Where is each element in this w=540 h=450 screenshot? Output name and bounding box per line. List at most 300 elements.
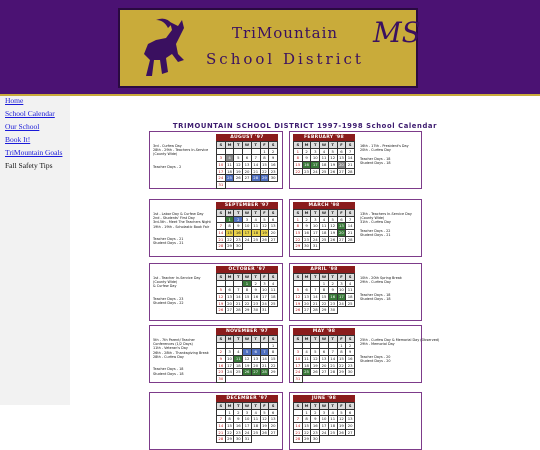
calendar-day: 9: [311, 416, 320, 423]
calendar-day: 9: [234, 223, 243, 230]
calendar-day: 10: [294, 356, 303, 363]
calendar-day: 28: [261, 369, 270, 376]
april-98-month-header: APRIL '98: [293, 266, 355, 273]
empty-day: [217, 149, 226, 156]
calendar-day: 15: [338, 356, 347, 363]
calendar-day: 31: [261, 307, 270, 314]
calendar-day: 10: [311, 155, 320, 162]
february-98-notes: 16th - 17th - President's Day 20th - Curfew Day Teacher Days - 18 Student Days - 18: [360, 144, 409, 165]
calendar-day: 3: [261, 281, 270, 288]
calendar-day: 4: [269, 281, 278, 288]
april-98-calendar: [293, 266, 355, 314]
calendar-day: 16: [234, 230, 243, 237]
calendar-day: 11: [252, 223, 261, 230]
august-97-notes: 3rd - Curfew Day 28th - 29th - Teachers In-Service (County Wide) Teacher Days - 2: [153, 144, 209, 170]
calendar-day: 4: [226, 155, 235, 162]
weekday-header: S: [217, 142, 226, 149]
calendar-day: 9: [346, 349, 355, 356]
calendar-day: 16: [269, 162, 278, 169]
calendar-day: 19: [294, 301, 303, 308]
october-97-calendar: [216, 266, 278, 314]
weekday-header: W: [320, 274, 329, 281]
calendar-day: 10: [243, 416, 252, 423]
empty-day: [252, 343, 261, 350]
calendar-day: 2: [346, 343, 355, 350]
calendar-day: 30: [234, 243, 243, 250]
calendar-day: 10: [338, 287, 347, 294]
calendar-day: 6: [252, 349, 261, 356]
calendar-day: 9: [303, 223, 312, 230]
calendar-day: 26: [329, 169, 338, 176]
calendar-day: 28: [346, 169, 355, 176]
calendar-day: 24: [217, 175, 226, 182]
calendar-day: 26: [338, 430, 347, 437]
weekday-header: S: [269, 336, 278, 343]
calendar-day: 14: [346, 223, 355, 230]
calendar-day: 26: [294, 307, 303, 314]
page-title: TRIMOUNTAIN SCHOOL DISTRICT 1997-1998 School Calendar: [172, 122, 438, 130]
calendar-day: 24: [243, 430, 252, 437]
calendar-day: 7: [252, 155, 261, 162]
calendar-day: 8: [243, 287, 252, 294]
calendar-day: 5: [243, 349, 252, 356]
weekday-header: M: [226, 403, 235, 410]
calendar-day: 20: [338, 230, 347, 237]
calendar-day: 21: [329, 363, 338, 370]
calendar-day: 28: [311, 307, 320, 314]
weekday-header: F: [261, 403, 270, 410]
calendar-day: 20: [243, 169, 252, 176]
calendar-day: 4: [234, 349, 243, 356]
calendar-day: 14: [217, 423, 226, 430]
june-98-month-header: JUNE '98: [293, 395, 355, 402]
calendar-day: 30: [217, 376, 226, 383]
calendar-day: 30: [269, 175, 278, 182]
empty-day: [294, 410, 303, 417]
december-97-day-grid: [216, 402, 278, 443]
weekday-header: F: [338, 210, 347, 217]
calendar-day: 6: [269, 217, 278, 224]
calendar-day: 7: [217, 223, 226, 230]
nav-link-school-calendar[interactable]: School Calendar: [5, 109, 55, 118]
weekday-header: M: [303, 210, 312, 217]
april-98-day-grid: [293, 273, 355, 314]
weekday-header: S: [294, 142, 303, 149]
calendar-day: 29: [226, 436, 235, 443]
calendar-day: 22: [261, 169, 270, 176]
calendar-day: 31: [243, 436, 252, 443]
calendar-day: 8: [320, 287, 329, 294]
calendar-day: 26: [329, 237, 338, 244]
empty-day: [261, 343, 270, 350]
calendar-day: 6: [338, 217, 347, 224]
calendar-day: 13: [243, 162, 252, 169]
may-98-notes: 25th - Curfew Day & Memorial Day (Observed) 29th - Memorial Day Teacher Days - 20 Student Days - 20: [360, 338, 440, 364]
calendar-day: 14: [252, 162, 261, 169]
calendar-day: 7: [346, 217, 355, 224]
weekday-header: S: [346, 403, 355, 410]
calendar-day: 23: [217, 369, 226, 376]
calendar-day: 31: [311, 243, 320, 250]
calendar-day: 27: [338, 237, 347, 244]
calendar-day: 3: [311, 217, 320, 224]
calendar-day: 7: [329, 349, 338, 356]
calendar-day: 16: [311, 423, 320, 430]
calendar-day: 17: [261, 294, 270, 301]
calendar-day: 13: [252, 356, 261, 363]
calendar-day: 4: [320, 217, 329, 224]
weekday-header: S: [346, 274, 355, 281]
weekday-header: T: [329, 210, 338, 217]
calendar-day: 3: [320, 410, 329, 417]
empty-day: [226, 281, 235, 288]
december-97-calendar: [216, 395, 278, 443]
weekday-header: M: [226, 210, 235, 217]
nav-link-our-school[interactable]: Our School: [5, 122, 40, 131]
calendar-day: 14: [294, 423, 303, 430]
calendar-day: 26: [243, 369, 252, 376]
calendar-day: 11: [252, 416, 261, 423]
calendar-day: 3: [226, 349, 235, 356]
calendar-day: 3: [294, 349, 303, 356]
weekday-header: M: [226, 336, 235, 343]
calendar-day: 25: [269, 301, 278, 308]
weekday-header: S: [269, 274, 278, 281]
weekday-header: S: [346, 336, 355, 343]
empty-day: [294, 281, 303, 288]
weekday-header: T: [234, 274, 243, 281]
calendar-day: 27: [269, 430, 278, 437]
september-97-calendar: [216, 202, 278, 250]
calendar-day: 21: [261, 363, 270, 370]
calendar-day: 19: [261, 423, 270, 430]
calendar-day: 5: [329, 217, 338, 224]
november-97-month-header: NOVEMBER '97: [216, 328, 278, 335]
calendar-day: 13: [226, 294, 235, 301]
october-97-month-header: OCTOBER '97: [216, 266, 278, 273]
empty-day: [234, 149, 243, 156]
calendar-day: 8: [226, 416, 235, 423]
calendar-day: 22: [243, 301, 252, 308]
calendar-day: 14: [329, 356, 338, 363]
nav-link-trimountain-goals[interactable]: TriMountain Goals: [5, 148, 63, 157]
logo-title-line1: TriMountain: [231, 24, 339, 42]
calendar-day: 30: [311, 436, 320, 443]
calendar-day: 1: [226, 410, 235, 417]
calendar-day: 19: [234, 169, 243, 176]
header-banner: [0, 0, 540, 94]
calendar-day: 3: [311, 149, 320, 156]
calendar-day: 28: [234, 307, 243, 314]
calendar-day: 1: [226, 217, 235, 224]
calendar-day: 25: [320, 237, 329, 244]
calendar-day: 22: [226, 430, 235, 437]
district-logo[interactable]: [118, 8, 421, 88]
weekday-header: T: [252, 403, 261, 410]
weekday-header: M: [303, 274, 312, 281]
calendar-day: 10: [217, 162, 226, 169]
weekday-header: S: [217, 274, 226, 281]
calendar-day: 27: [346, 430, 355, 437]
nav-link-home[interactable]: Home: [5, 96, 24, 105]
weekday-header: T: [329, 274, 338, 281]
calendar-day: 18: [320, 162, 329, 169]
weekday-header: T: [311, 336, 320, 343]
march-98-notes: 13th - Teachers In-Service Day (County Wide) 31th - Curfew Day Teacher Days - 22 Student Days - 21: [360, 212, 412, 238]
calendar-day: 4: [346, 281, 355, 288]
empty-day: [311, 281, 320, 288]
calendar-day: 17: [226, 363, 235, 370]
calendar-day: 13: [346, 416, 355, 423]
empty-day: [234, 343, 243, 350]
calendar-day: 25: [329, 430, 338, 437]
calendar-day: 16: [234, 423, 243, 430]
calendar-day: 22: [294, 169, 303, 176]
calendar-day: 25: [303, 369, 312, 376]
calendar-day: 15: [261, 162, 270, 169]
calendar-day: 1: [243, 281, 252, 288]
december-97-month-header: DECEMBER '97: [216, 395, 278, 402]
calendar-day: 15: [303, 423, 312, 430]
calendar-day: 10: [226, 356, 235, 363]
calendar-day: 5: [261, 217, 270, 224]
calendar-day: 6: [243, 155, 252, 162]
calendar-day: 19: [243, 363, 252, 370]
weekday-header: W: [243, 274, 252, 281]
calendar-day: 16: [217, 363, 226, 370]
calendar-day: 15: [269, 356, 278, 363]
weekday-header: W: [243, 210, 252, 217]
weekday-header: T: [234, 210, 243, 217]
weekday-header: M: [226, 274, 235, 281]
calendar-day: 22: [269, 363, 278, 370]
empty-day: [311, 343, 320, 350]
calendar-day: 30: [303, 243, 312, 250]
weekday-header: S: [294, 403, 303, 410]
calendar-day: 23: [303, 169, 312, 176]
empty-day: [294, 343, 303, 350]
calendar-day: 20: [320, 363, 329, 370]
calendar-day: 10: [243, 223, 252, 230]
weekday-header: T: [252, 274, 261, 281]
calendar-day: 25: [252, 430, 261, 437]
calendar-day: 15: [226, 423, 235, 430]
calendar-day: 14: [261, 356, 270, 363]
september-97-month-header: SEPTEMBER '97: [216, 202, 278, 209]
calendar-day: 17: [320, 423, 329, 430]
calendar-day: 5: [234, 155, 243, 162]
calendar-day: 7: [261, 349, 270, 356]
weekday-header: S: [217, 403, 226, 410]
august-97-calendar: [216, 134, 278, 189]
calendar-day: 5: [217, 287, 226, 294]
calendar-day: 24: [338, 301, 347, 308]
november-97-notes: 5th - 7th Parent/ Teacher Conferences (1/2 Days) 11th - Veteran's Day 26th - 28th - Thanksgiving Break 28th - Curfew Day Teacher Days - 18 Student Days - 18: [153, 338, 209, 376]
calendar-day: 1: [320, 281, 329, 288]
calendar-day: 8: [294, 155, 303, 162]
calendar-day: 15: [294, 230, 303, 237]
calendar-day: 3: [338, 281, 347, 288]
calendar-day: 17: [243, 230, 252, 237]
may-98-calendar: [293, 328, 355, 383]
goat-icon: [126, 14, 194, 84]
april-98-notes: 10th - 20th Spring Break 29th - Curfew Day Teacher Days - 18 Student Days - 18: [360, 276, 402, 302]
calendar-day: 11: [346, 287, 355, 294]
weekday-header: F: [338, 336, 347, 343]
calendar-day: 8: [226, 223, 235, 230]
calendar-day: 18: [226, 169, 235, 176]
calendar-day: 25: [346, 301, 355, 308]
calendar-day: 23: [234, 430, 243, 437]
calendar-day: 27: [338, 169, 347, 176]
calendar-day: 8: [338, 349, 347, 356]
logo-title-line2: School District: [206, 50, 364, 68]
calendar-day: 27: [243, 175, 252, 182]
calendar-day: 27: [320, 369, 329, 376]
calendar-day: 23: [329, 301, 338, 308]
august-97-month-header: AUGUST '97: [216, 134, 278, 141]
calendar-day: 1: [338, 343, 347, 350]
calendar-day: 18: [269, 294, 278, 301]
weekday-header: W: [243, 142, 252, 149]
calendar-day: 9: [303, 155, 312, 162]
calendar-day: 5: [294, 287, 303, 294]
calendar-day: 23: [269, 169, 278, 176]
calendar-day: 1: [294, 149, 303, 156]
weekday-header: T: [311, 142, 320, 149]
calendar-day: 21: [311, 301, 320, 308]
calendar-day: 22: [338, 363, 347, 370]
calendar-day: 5: [329, 149, 338, 156]
calendar-day: 21: [346, 162, 355, 169]
header-divider: [0, 94, 540, 96]
calendar-day: 22: [320, 301, 329, 308]
calendar-day: 12: [243, 356, 252, 363]
calendar-day: 11: [329, 416, 338, 423]
calendar-day: 2: [303, 149, 312, 156]
weekday-header: S: [294, 274, 303, 281]
calendar-day: 25: [234, 369, 243, 376]
calendar-day: 11: [234, 356, 243, 363]
calendar-day: 17: [243, 423, 252, 430]
calendar-day: 13: [269, 223, 278, 230]
calendar-day: 2: [311, 410, 320, 417]
calendar-day: 26: [261, 237, 270, 244]
calendar-day: 12: [261, 416, 270, 423]
calendar-day: 17: [294, 363, 303, 370]
calendar-day: 9: [234, 416, 243, 423]
calendar-day: 17: [217, 169, 226, 176]
calendar-day: 16: [329, 294, 338, 301]
calendar-day: 13: [338, 223, 347, 230]
calendar-day: 16: [303, 162, 312, 169]
weekday-header: T: [234, 142, 243, 149]
calendar-day: 19: [338, 423, 347, 430]
calendar-day: 27: [269, 237, 278, 244]
calendar-day: 9: [217, 356, 226, 363]
calendar-day: 29: [294, 243, 303, 250]
weekday-header: S: [269, 142, 278, 149]
calendar-day: 29: [226, 243, 235, 250]
calendar-day: 31: [217, 182, 226, 189]
weekday-header: T: [311, 210, 320, 217]
calendar-day: 20: [303, 301, 312, 308]
calendar-day: 11: [303, 356, 312, 363]
calendar-day: 20: [252, 363, 261, 370]
calendar-day: 7: [294, 416, 303, 423]
calendar-day: 21: [346, 230, 355, 237]
calendar-day: 24: [261, 301, 270, 308]
calendar-day: 22: [226, 237, 235, 244]
calendar-day: 21: [252, 169, 261, 176]
weekday-header: W: [320, 336, 329, 343]
june-98-calendar: [293, 395, 355, 443]
weekday-header: F: [338, 142, 347, 149]
calendar-day: 6: [269, 410, 278, 417]
calendar-day: 2: [303, 217, 312, 224]
weekday-header: S: [269, 403, 278, 410]
weekday-header: M: [226, 142, 235, 149]
weekday-header: T: [329, 403, 338, 410]
calendar-day: 2: [234, 410, 243, 417]
calendar-day: 9: [329, 287, 338, 294]
november-97-calendar: [216, 328, 278, 383]
weekday-header: T: [311, 274, 320, 281]
weekday-header: W: [320, 403, 329, 410]
calendar-day: 12: [294, 294, 303, 301]
calendar-day: 7: [311, 287, 320, 294]
calendar-day: 15: [320, 294, 329, 301]
calendar-day: 16: [252, 294, 261, 301]
empty-day: [226, 343, 235, 350]
calendar-day: 3: [243, 410, 252, 417]
calendar-day: 28: [217, 436, 226, 443]
calendar-day: 17: [338, 294, 347, 301]
calendar-day: 4: [303, 349, 312, 356]
calendar-day: 21: [217, 237, 226, 244]
september-97-notes: 1st - Labor Day & Curfew Day 2nd - Students' First Day 3rd-5th - Meet The Teachers Night 19th - 19th - Scholastic Book Fair Teacher Days - 21 Student Days - 21: [153, 212, 211, 246]
calendar-day: 1: [261, 149, 270, 156]
empty-day: [243, 343, 252, 350]
calendar-day: 8: [269, 349, 278, 356]
empty-day: [217, 343, 226, 350]
weekday-header: M: [303, 142, 312, 149]
calendar-day: 20: [269, 423, 278, 430]
calendar-day: 27: [226, 307, 235, 314]
calendar-day: 3: [243, 217, 252, 224]
calendar-day: 21: [234, 301, 243, 308]
weekday-header: T: [252, 142, 261, 149]
weekday-header: T: [252, 210, 261, 217]
calendar-day: 25: [226, 175, 235, 182]
empty-day: [226, 149, 235, 156]
calendar-day: 24: [226, 369, 235, 376]
weekday-header: F: [338, 403, 347, 410]
february-98-month-header: FEBRUARY '98: [293, 134, 355, 141]
calendar-day: 24: [311, 237, 320, 244]
weekday-header: T: [329, 142, 338, 149]
calendar-day: 11: [269, 287, 278, 294]
calendar-day: 14: [346, 155, 355, 162]
empty-day: [217, 281, 226, 288]
weekday-header: T: [252, 336, 261, 343]
calendar-day: 11: [320, 155, 329, 162]
nav-link-book-it[interactable]: Book It!: [5, 135, 31, 144]
calendar-day: 16: [346, 356, 355, 363]
calendar-day: 20: [269, 230, 278, 237]
weekday-header: T: [311, 403, 320, 410]
calendar-day: 14: [311, 294, 320, 301]
